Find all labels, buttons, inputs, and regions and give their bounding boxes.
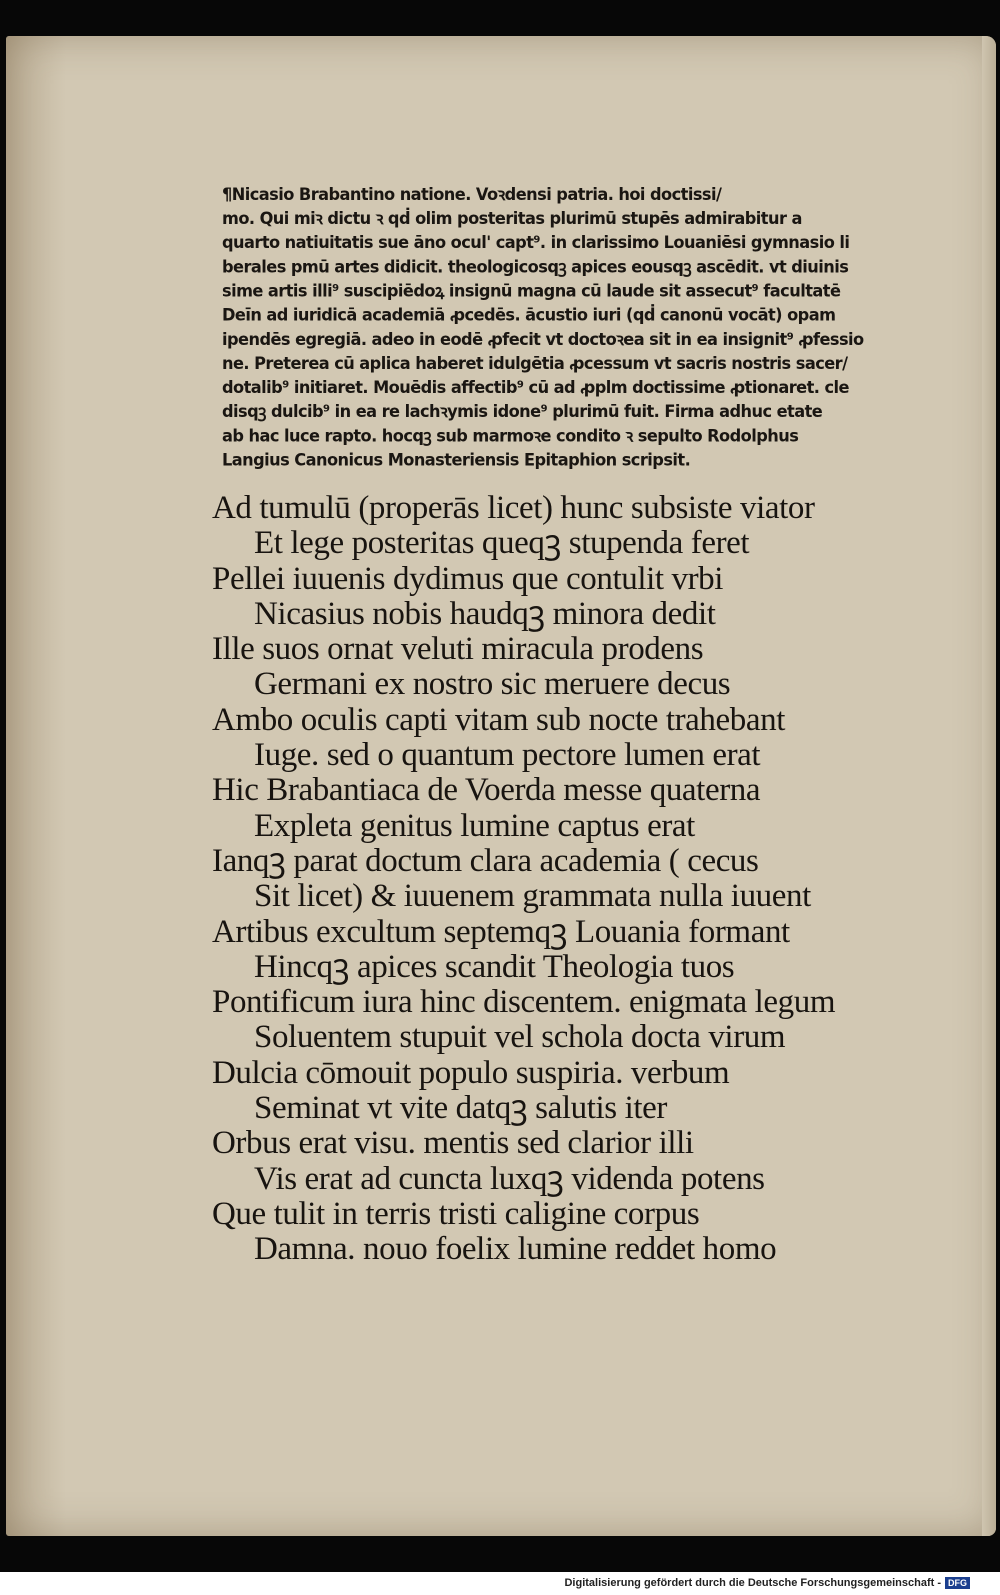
poem-verse: Soluentem stupuit vel schola docta virum [254, 1019, 786, 1056]
poem-verse: Sit licet) & iuuenem grammata nulla iuuent [254, 878, 811, 915]
poem-verse: Hic Brabantiaca de Voerda messe quaterna [212, 772, 761, 809]
intro-line: ab hac luce rapto. hocqꝫ sub marmoꝛe condito ꝛ sepulto Rodolphus [222, 425, 799, 446]
dfg-logo: DFG [945, 1577, 970, 1589]
poem-verse: Vis erat ad cuncta luxqꝫ videnda potens [254, 1160, 765, 1197]
intro-line: mo. Qui miꝛ dictu ꝛ qḋ olim posteritas plurimū stupēs admirabitur a [222, 208, 802, 229]
intro-line: ipendēs egregiā. adeo in eodē ꝓfecit vt doctoꝛea sit in ea insignit⁹ ꝓfessio [222, 329, 864, 349]
page-edge [982, 36, 996, 1536]
poem-verse: Ianqꝫ parat doctum clara academia ( cecus [212, 842, 759, 879]
page-gutter-shadow [6, 36, 66, 1536]
poem-verse: Pontificum iura hinc discentem. enigmata legum [212, 984, 836, 1021]
prose-introduction [222, 182, 892, 472]
intro-line: dotalib⁹ initiaret. Mouēdis affectib⁹ cū ad ꝓplm doctissime ꝓtionaret. cle [222, 377, 849, 398]
epitaph-poem [212, 491, 912, 1268]
poem-verse: Hincqꝫ apices scandit Theologia tuos [254, 948, 735, 985]
poem-verse: Expleta genitus lumine captus erat [254, 807, 695, 844]
intro-line: quarto natiuitatis sue āno ocul' capt⁹. in clarissimo Louaniēsi gymnasio li [222, 232, 850, 253]
poem-verse: Et lege posteritas queqꝫ stupenda feret [254, 525, 750, 562]
poem-verse: Ille suos ornat veluti miracula prodens [212, 631, 704, 668]
intro-line: disqꝫ dulcib⁹ in ea re lachꝛymis idone⁹ plurimū fuit. Firma adhuc etate [222, 401, 823, 422]
poem-verse: Iuge. sed o quantum pectore lumen erat [254, 737, 761, 774]
poem-verse: Pellei iuuenis dydimus que contulit vrbi [212, 560, 724, 597]
poem-verse: Seminat vt vite datqꝫ salutis iter [254, 1090, 667, 1127]
poem-verse: Ambo oculis capti vitam sub nocte trahebant [212, 701, 785, 738]
footer-text: Digitalisierung gefördert durch die Deutsche Forschungsgemeinschaft - [564, 1577, 941, 1589]
intro-line: Deīn ad iuridicā academiā ꝓcedēs. ācustio iuri (qḋ canonū vocāt) opam [222, 304, 836, 325]
intro-line: berales pmū artes didicit. theologicosqꝫ apices eousqꝫ ascēdit. vt diuinis [222, 256, 849, 277]
poem-verse: Que tulit in terris tristi caligine corpus [212, 1195, 700, 1232]
intro-line: ¶Nicasio Brabantino natione. Voꝛdensi patria. hoi doctissi/ [222, 184, 722, 205]
intro-line: sime artis illi⁹ suscipiēdoꝝ insignū magna cū laude sit assecut⁹ facultatē [222, 280, 841, 301]
poem-verse: Dulcia cōmouit populo suspiria. verbum [212, 1054, 730, 1091]
intro-line: Langius Canonicus Monasteriensis Epitaphion scripsit. [222, 449, 691, 470]
intro-line: ne. Preterea cū aplica haberet idulgētia ꝓcessum vt sacris nostris sacer/ [222, 353, 848, 374]
funding-footer [564, 1577, 970, 1589]
poem-verse: Germani ex nostro sic meruere decus [254, 666, 731, 703]
poem-verse: Damna. nouo foelix lumine reddet homo [254, 1231, 777, 1268]
poem-verse: Orbus erat visu. mentis sed clarior illi [212, 1125, 694, 1162]
poem-verse: Ad tumulū (properās licet) hunc subsiste viator [212, 490, 815, 526]
poem-verse: Artibus excultum septemqꝫ Louania formant [212, 913, 790, 950]
poem-verse: Nicasius nobis haudqꝫ minora dedit [254, 595, 716, 632]
